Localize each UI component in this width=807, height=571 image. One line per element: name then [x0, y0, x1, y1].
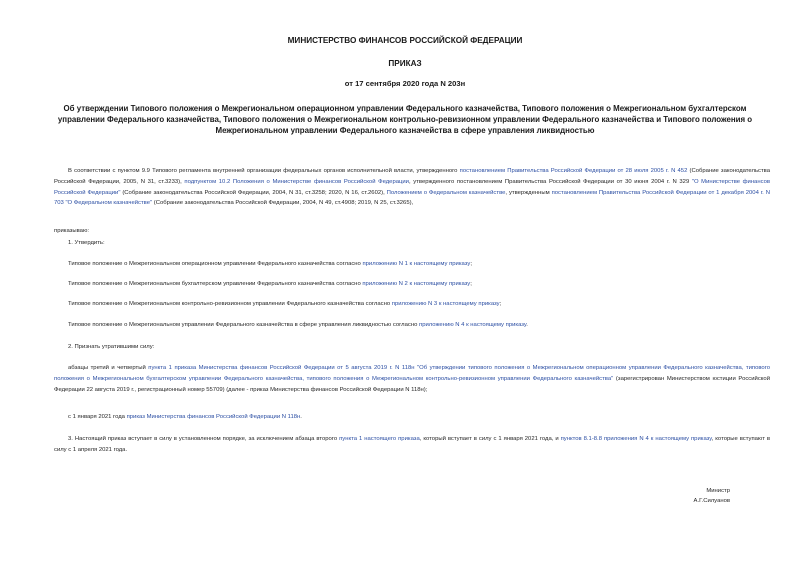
item1-line-3: [54, 299, 770, 310]
item1-line-4: [54, 320, 770, 331]
preamble-link-resolution-452[interactable]: постановлением Правительства Российской Федерации от 28 июля 2005 г. N 452: [459, 168, 688, 174]
item3-text: , который вступает в силу с 1 января 2021 года, и: [419, 436, 561, 442]
preamble-text: , утвержденного постановлением Правительства Российской Федерации от 30 июня 2004 г. N 329: [408, 178, 692, 185]
item1-line-2: [54, 279, 770, 290]
item1-line-tail: ;: [499, 301, 502, 307]
document-page: [40, 0, 770, 571]
item1-line-1: [54, 259, 770, 270]
order-118n-point-1-link[interactable]: пункта 1 приказа Министерства финансов Российской Федерации от 5 августа 2019 г. N 118н "Об утверждении типового положения о Межрегиональном операционном управлении Федерального казначейства, типового положения о Межрегиональном бухгалтерском управлении Федерального казначейства, типового положения о Межрегиональном контрольно-ревизионном управлении Федерального казначейства": [54, 365, 770, 382]
order-118n-link[interactable]: приказ Министерства финансов Российской Федерации N 118н: [126, 414, 301, 420]
orders-line: приказываю:: [54, 228, 90, 234]
appendix-4-link[interactable]: приложению N 4 к настоящему приказу: [419, 322, 527, 328]
item1-line-tail: .: [526, 322, 528, 328]
appendix-3-link[interactable]: приложению N 3 к настоящему приказу: [391, 301, 500, 307]
item1-line-text: Типовое положение о Межрегиональном управлении Федерального казначейства в сфере управления ликвидностью согласно: [68, 322, 419, 328]
preamble-link-treasury-regulation[interactable]: Положением о Федеральном казначействе: [386, 189, 506, 196]
item1-line-tail: ;: [470, 281, 472, 287]
item2-text: (зарегистрирован Министерством юстиции Российской Федерации 22 августа 2019 г., регистрационный номер 55709) (далее - приказ Министерства финансов Российской Федерации N 118н);: [54, 375, 770, 393]
item3-text: , которые вступают в силу с 1 апреля 2021 года.: [54, 436, 770, 453]
document-type: ПРИКАЗ: [388, 59, 422, 68]
item1-line-text: Типовое положение о Межрегиональном бухгалтерском управлении Федерального казначейства согласно: [68, 281, 363, 287]
signature-position: Министр: [706, 488, 730, 494]
appendix-1-link[interactable]: приложению N 1 к настоящему приказу: [362, 261, 471, 267]
preamble-link-subpoint-10-2[interactable]: подпунктом 10.2 Положения о Министерстве финансов Российской Федерации: [184, 178, 409, 185]
item1-line-tail: ;: [470, 261, 472, 267]
document-title: Об утверждении Типового положения о Межрегиональном операционном управлении Федерального казначейства, Типового положения о Межрегиональном бухгалтерском управлении Федерального казначейства, Типового положения о Межрегиональном контрольно-ревизионном управлении Федерального казначейства и Типового положения о Межрегиональном управлении Федерального казначейства в сфере управления ликвидностью: [57, 104, 753, 136]
item2-paragraph-2: [54, 412, 770, 423]
item3-text: 3. Настоящий приказ вступает в силу в установленном порядке, за исключением абзаца второго: [68, 436, 340, 442]
point-1-link[interactable]: пункта 1 настоящего приказа: [339, 436, 420, 442]
preamble-text: , утвержденным: [505, 189, 552, 196]
item2-text: с 1 января 2021 года: [68, 414, 127, 420]
item3-paragraph: [54, 434, 770, 456]
signature-name: А.Г.Силуанов: [693, 498, 730, 504]
item2-text: .: [300, 414, 302, 420]
points-8-1-8-8-link[interactable]: пунктов 8.1-8.8 приложения N 4 к настоящему приказу: [560, 436, 712, 442]
appendix-2-link[interactable]: приложению N 2 к настоящему приказу: [362, 281, 471, 287]
item1-heading: 1. Утвердить:: [68, 240, 105, 246]
preamble-text: (Собрание законодательства Российской Федерации, 2004, N 31, ст.3258; 2020, N 16, ст.2602),: [120, 189, 387, 196]
preamble-link-minfin-regulation[interactable]: "О Министерстве финансов Российской Федерации": [54, 178, 771, 196]
ministry-name: МИНИСТЕРСТВО ФИНАНСОВ РОССИЙСКОЙ ФЕДЕРАЦИИ: [287, 36, 523, 45]
preamble-link-resolution-703[interactable]: постановлением Правительства Российской Федерации от 1 декабря 2004 г. N 703 "О Федеральном казначействе": [54, 189, 770, 207]
preamble-text: В соответствии с пунктом 9.9 Типового регламента внутренней организации федеральных органов исполнительной власти, утвержденного: [68, 168, 460, 174]
item1-line-text: Типовое положение о Межрегиональном контрольно-ревизионном управлении Федерального казначейства согласно: [68, 301, 392, 307]
item2-paragraph-1: [54, 363, 770, 395]
item2-text: абзацы третий и четвертый: [68, 365, 149, 371]
preamble-text: (Собрание законодательства Российской Федерации, 2005, N 31, ст.3233),: [54, 168, 771, 185]
preamble-text: (Собрание законодательства Российской Федерации, 2004, N 49, ст.4908; 2019, N 25, ст.3265),: [152, 200, 414, 207]
item2-heading: 2. Признать утратившими силу:: [68, 344, 155, 350]
document-date-number: от 17 сентября 2020 года N 203н: [344, 79, 466, 88]
signature-block: [694, 486, 730, 506]
item1-line-text: Типовое положение о Межрегиональном операционном управлении Федерального казначейства согласно: [68, 261, 363, 267]
preamble-paragraph: [54, 166, 770, 209]
